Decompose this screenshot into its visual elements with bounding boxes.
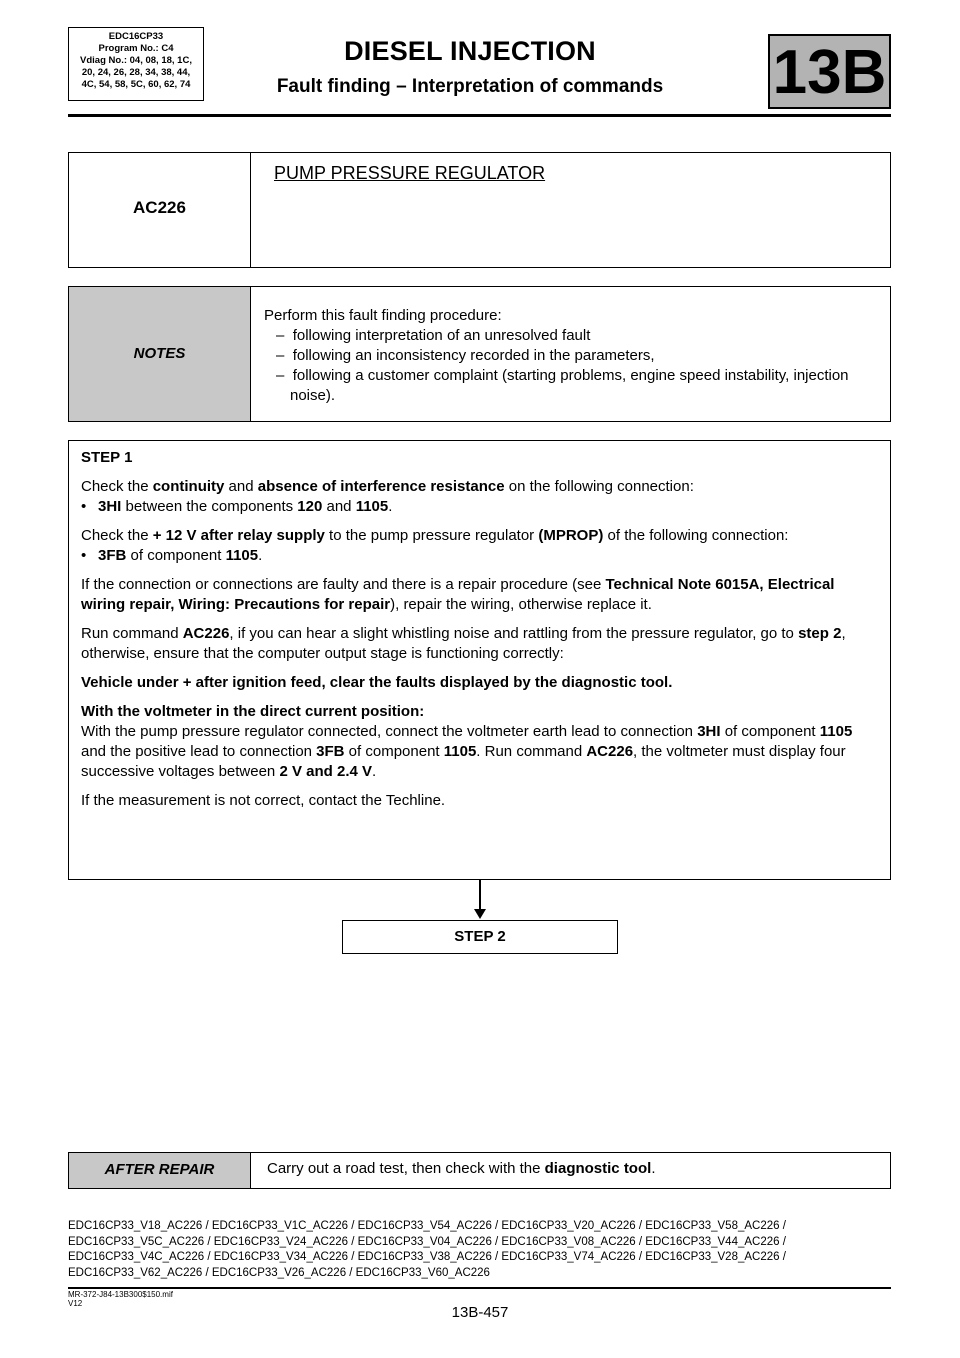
notes-item: – following an inconsistency recorded in the parameters, <box>276 347 655 364</box>
notes-intro: Perform this fault finding procedure: <box>264 307 502 324</box>
notes-label: NOTES <box>133 345 186 362</box>
notes-body <box>264 306 878 406</box>
step1-supply-bullet: • 3FB of component 1105. <box>81 547 263 564</box>
notes-item: – following interpretation of an unresolved fault <box>276 327 591 344</box>
codes-line: EDC16CP33_V4C_AC226 / EDC16CP33_V34_AC226 / EDC16CP33_V38_AC226 / EDC16CP33_V74_AC226 / EDC16CP33_V28_AC226 / <box>68 1251 786 1264</box>
program-line: 4C, 54, 58, 5C, 60, 62, 74 <box>81 79 191 90</box>
step1-repair-instruction: If the connection or connections are faulty and there is a repair procedure (see Technical Note 6015A, Electrical wiring repair, Wiring: Precautions for repair), repair the wiring, otherwise replace it. <box>81 576 835 613</box>
codes-line: EDC16CP33_V18_AC226 / EDC16CP33_V1C_AC226 / EDC16CP33_V54_AC226 / EDC16CP33_V20_AC226 / EDC16CP33_V58_AC226 / <box>68 1220 786 1232</box>
codes-line: EDC16CP33_V62_AC226 / EDC16CP33_V26_AC226 / EDC16CP33_V60_AC226 <box>68 1266 490 1279</box>
step1-body <box>81 448 878 820</box>
after-repair-label: AFTER REPAIR <box>104 1161 215 1178</box>
step1-check-supply: Check the + 12 V after relay supply to the pump pressure regulator (MPROP) of the following connection: <box>81 527 789 544</box>
program-line: 20, 24, 26, 28, 34, 38, 44, <box>81 67 191 78</box>
codes-line: EDC16CP33_V5C_AC226 / EDC16CP33_V24_AC226 / EDC16CP33_V04_AC226 / EDC16CP33_V08_AC226 / EDC16CP33_V44_AC226 / <box>68 1235 786 1248</box>
step1-title: STEP 1 <box>81 449 133 466</box>
footer-file: MR-372-J84-13B300$150.mif <box>68 1290 173 1299</box>
page-title: DIESEL INJECTION <box>344 36 596 66</box>
step1-techline: If the measurement is not correct, contact the Techline. <box>81 792 446 809</box>
page-subtitle: Fault finding – Interpretation of commands <box>276 76 664 97</box>
command-codes-list <box>68 1219 891 1281</box>
notes-table <box>68 286 891 422</box>
notes-item: – following a customer complaint (starting problems, engine speed instability, injection noise). <box>276 367 849 404</box>
command-table <box>68 152 891 268</box>
step2-box: STEP 2 <box>342 920 618 954</box>
command-code-cell <box>69 153 251 267</box>
header-divider <box>68 114 891 117</box>
program-line: Vdiag No.: 04, 08, 18, 1C, <box>80 55 192 66</box>
footer-divider <box>68 1287 891 1289</box>
command-heading: PUMP PRESSURE REGULATOR <box>274 163 546 183</box>
page-number: 13B-457 <box>451 1304 509 1321</box>
after-repair-table <box>68 1152 891 1189</box>
step1-check-continuity: Check the continuity and absence of interference resistance on the following connection: <box>81 478 694 495</box>
step1-clear-faults: Vehicle under + after ignition feed, clear the faults displayed by the diagnostic tool. <box>81 674 673 691</box>
flow-arrow-icon <box>474 909 486 919</box>
program-line: EDC16CP33 <box>108 31 164 42</box>
step1-connection-bullet: • 3HI between the components 120 and 1105. <box>81 498 393 515</box>
notes-label-cell <box>69 287 251 421</box>
footer-file-info <box>68 1290 173 1308</box>
flow-connector <box>479 880 481 910</box>
step1-run-command: Run command AC226, if you can hear a slight whistling noise and rattling from the pressure regulator, go to step 2, otherwise, ensure that the computer output stage is functioning correctly: <box>81 625 846 662</box>
footer-version: V12 <box>68 1299 83 1308</box>
section-badge: 13B <box>768 34 891 109</box>
step1-box <box>68 440 891 880</box>
program-info-box <box>68 27 204 101</box>
step1-voltmeter: With the voltmeter in the direct current position: With the pump pressure regulator connected, connect the voltmeter earth lead to connection 3HI of component 1105 and the positive lead to connection 3FB of component 1105. Run command AC226, the voltmeter must display four successive voltages between 2 V and 2.4 V. <box>81 703 853 780</box>
command-code: AC226 <box>133 198 186 217</box>
program-line: Program No.: C4 <box>98 43 174 54</box>
after-repair-text: Carry out a road test, then check with the diagnostic tool. <box>267 1160 656 1177</box>
after-repair-label-cell <box>69 1153 251 1188</box>
